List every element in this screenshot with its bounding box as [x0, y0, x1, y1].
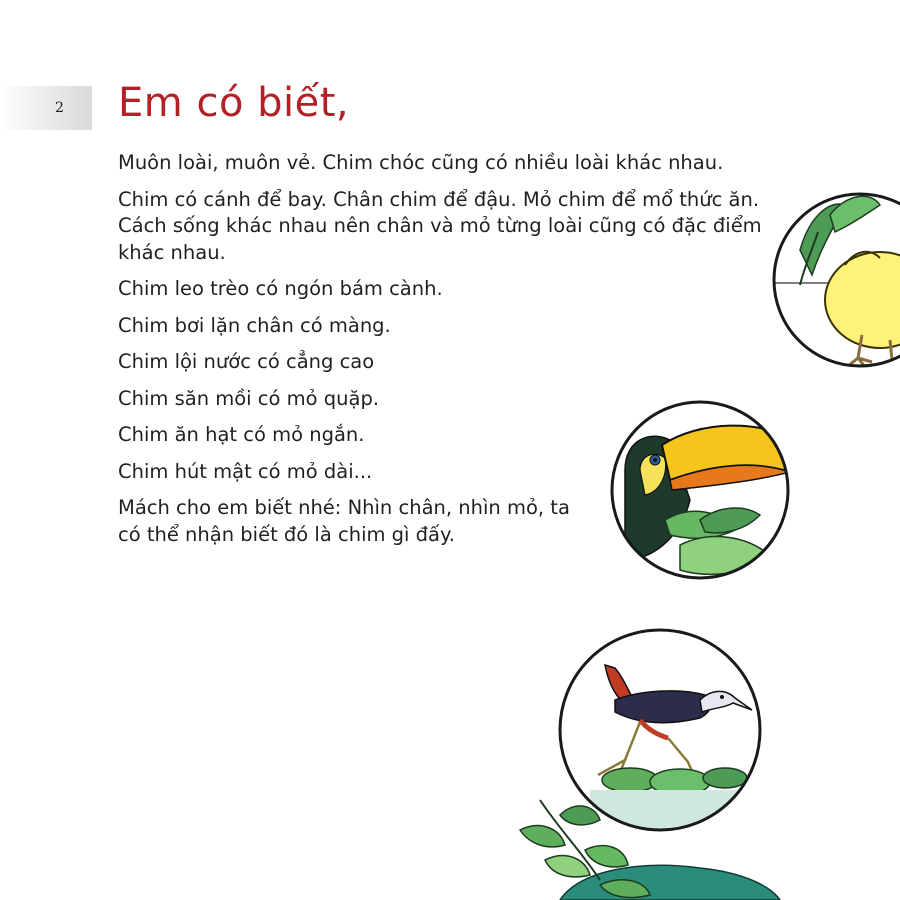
wading-bird-illustration [560, 630, 760, 830]
paragraph: Chim bơi lặn chân có màng. [118, 313, 391, 337]
paragraph: Muôn loài, muôn vẻ. Chim chóc cũng có nhiều loài khác nhau. [118, 151, 724, 174]
paragraph: Chim có cánh để bay. Chân chim để đậu. Mỏ chim để mổ thức ăn. Cách sống khác nhau nên chân và mỏ từng loài cũng có đặc điểm khác nhau. [118, 187, 762, 264]
duck-chick-illustration [770, 190, 900, 370]
page-number: 2 [55, 100, 64, 116]
paragraph: Chim leo trèo có ngón bám cành. [118, 277, 443, 300]
paragraph: Chim hút mật có mỏ dài... [118, 459, 373, 483]
paragraph: Chim lội nước có cẳng cao [118, 350, 375, 373]
toucan-illustration [610, 400, 797, 580]
paragraph: Chim săn mồi có mỏ quặp. [118, 386, 380, 410]
paragraph: Chim ăn hạt có mỏ ngắn. [118, 423, 365, 446]
paragraph: Mách cho em biết nhé: Nhìn chân, nhìn mỏ, ta có thể nhận biết đó là chim gì đấy. [118, 496, 570, 546]
page-title: Em có biết, [118, 80, 350, 126]
